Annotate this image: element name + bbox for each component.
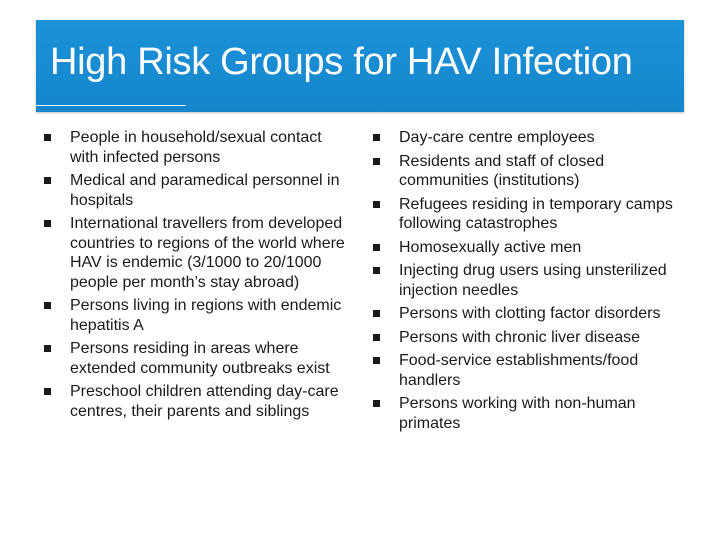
list-item — [44, 214, 346, 292]
list-item-text: Persons residing in areas where extended community outbreaks exist — [70, 340, 330, 377]
list-item-text: Day-care centre employees — [399, 129, 595, 146]
list-item-text: People in household/sexual contact with infected persons — [70, 129, 322, 166]
square-bullet-icon — [373, 244, 380, 251]
title-bar — [36, 20, 684, 112]
list-item — [373, 152, 688, 191]
list-item-text: Homosexually active men — [399, 238, 582, 256]
list-item — [44, 171, 346, 210]
slide-title: High Risk Groups for HAV Infection — [50, 41, 633, 83]
list-item — [373, 351, 688, 390]
list-item — [373, 195, 688, 234]
list-item-text: Medical and paramedical personnel in hospitals — [70, 172, 340, 209]
square-bullet-icon — [44, 345, 51, 352]
list-item — [373, 238, 688, 258]
title-underline — [36, 105, 186, 106]
list-item — [44, 339, 346, 378]
square-bullet-icon — [44, 220, 51, 227]
square-bullet-icon — [373, 158, 380, 165]
list-item-text: Residents and staff of closed communities (institutions) — [399, 152, 605, 189]
list-item-text: Preschool children attending day-care centres, their parents and siblings — [70, 383, 339, 420]
list-item-text: Persons living in regions with endemic hepatitis A — [70, 297, 342, 334]
square-bullet-icon — [373, 400, 380, 407]
square-bullet-icon — [44, 388, 51, 395]
list-item-text: Persons with clotting factor disorders — [399, 305, 661, 322]
square-bullet-icon — [373, 334, 380, 341]
list-item — [44, 296, 346, 335]
list-item-text: International travellers from developed countries to regions of the world where HAV is endemic (3/1000 to 20/1000 people per month’s stay abroad) — [70, 215, 345, 291]
list-item — [373, 328, 688, 348]
list-item-text: Food-service establishments/food handlers — [399, 352, 639, 389]
list-item — [373, 128, 688, 148]
square-bullet-icon — [44, 134, 51, 141]
list-item-text: Persons working with non-human primates — [399, 395, 636, 432]
square-bullet-icon — [44, 302, 51, 309]
square-bullet-icon — [373, 201, 380, 208]
list-item — [373, 304, 688, 324]
square-bullet-icon — [373, 357, 380, 364]
list-item — [44, 128, 346, 167]
list-item-text: Refugees residing in temporary camps following catastrophes — [399, 195, 673, 232]
square-bullet-icon — [44, 177, 51, 184]
list-item — [373, 261, 688, 300]
square-bullet-icon — [373, 134, 380, 141]
square-bullet-icon — [373, 310, 380, 317]
left-bullet-list — [44, 128, 346, 425]
list-item — [373, 394, 688, 433]
square-bullet-icon — [373, 267, 380, 274]
list-item-text: Persons with chronic liver disease — [399, 328, 640, 346]
right-bullet-list — [373, 128, 688, 437]
list-item — [44, 382, 346, 421]
list-item-text: Injecting drug users using unsterilized injection needles — [399, 262, 667, 299]
